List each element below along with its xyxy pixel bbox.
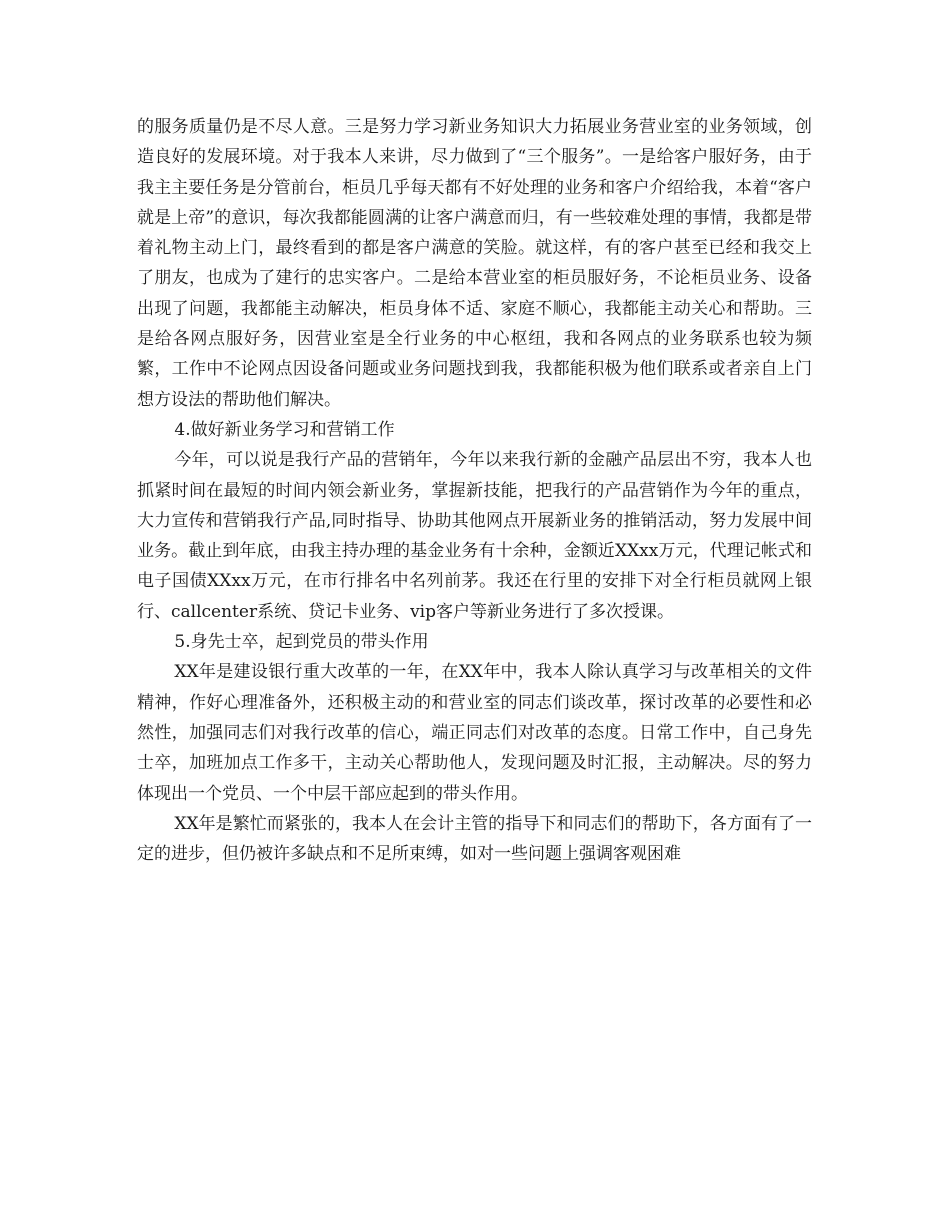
document-page — [137, 112, 812, 869]
paragraph-service-quality: 的服务质量仍是不尽人意。三是努力学习新业务知识大力拓展业务营业室的业务领域，创造良好的发展环境。对于我本人来讲，尽力做到了“三个服务”。一是给客户服好务，由于我主主要任务是分管前台，柜员几乎每天都有不好处理的业务和客户介绍给我，本着“客户就是上帝”的意识，每次我都能圆满的让客户满意而归，有一些较难处理的事情，我都是带着礼物主动上门，最终看到的都是客户满意的笑脸。就这样，有的客户甚至已经和我交上了朋友，也成为了建行的忠实客户。二是给本营业室的柜员服好务，不论柜员业务、设备出现了问题，我都能主动解决，柜员身体不适、家庭不顺心，我都能主动关心和帮助。三是给各网点服好务，因营业室是全行业务的中心枢纽，我和各网点的业务联系也较为频繁，工作中不论网点因设备问题或业务问题找到我，我都能积极为他们联系或者亲自上门想方设法的帮助他们解决。 — [137, 117, 812, 410]
section-heading-5: 5.身先士卒，起到党员的带头作用 — [174, 632, 429, 653]
paragraph-marketing: 今年，可以说是我行产品的营销年，今年以来我行新的金融产品层出不穷，我本人也抓紧时间在最短的时间内领会新业务，掌握新技能，把我行的产品营销作为今年的重点，大力宣传和营销我行产品,同时指导、协助其他网点开展新业务的推销活动，努力发展中间业务。截止到年底，由我主持办理的基金业务有十余种，金额近XXxx万元，代理记帐式和电子国债XXxx万元，在市行排名中名列前茅。我还在行里的安排下对全行柜员就网上银行、callcenter系统、贷记卡业务、vip客户等新业务进行了多次授课。 — [137, 450, 812, 622]
section-heading-4: 4.做好新业务学习和营销工作 — [174, 419, 395, 440]
paragraph-reform: XX年是建设银行重大改革的一年，在XX年中，我本人除认真学习与改革相关的文件精神，作好心理准备外，还积极主动的和营业室的同志们谈改革，探讨改革的必要性和必然性，加强同志们对我行改革的信心，端正同志们对改革的态度。日常工作中，自己身先士卒，加班加点工作多干，主动关心帮助他人，发现问题及时汇报，主动解决。尽的努力体现出一个党员、一个中层干部应起到的带头作用。 — [137, 662, 812, 804]
paragraph-summary: XX年是繁忙而紧张的，我本人在会计主管的指导下和同志们的帮助下，各方面有了一定的进步，但仍被许多缺点和不足所束缚，如对一些问题上强调客观困难 — [137, 813, 812, 865]
